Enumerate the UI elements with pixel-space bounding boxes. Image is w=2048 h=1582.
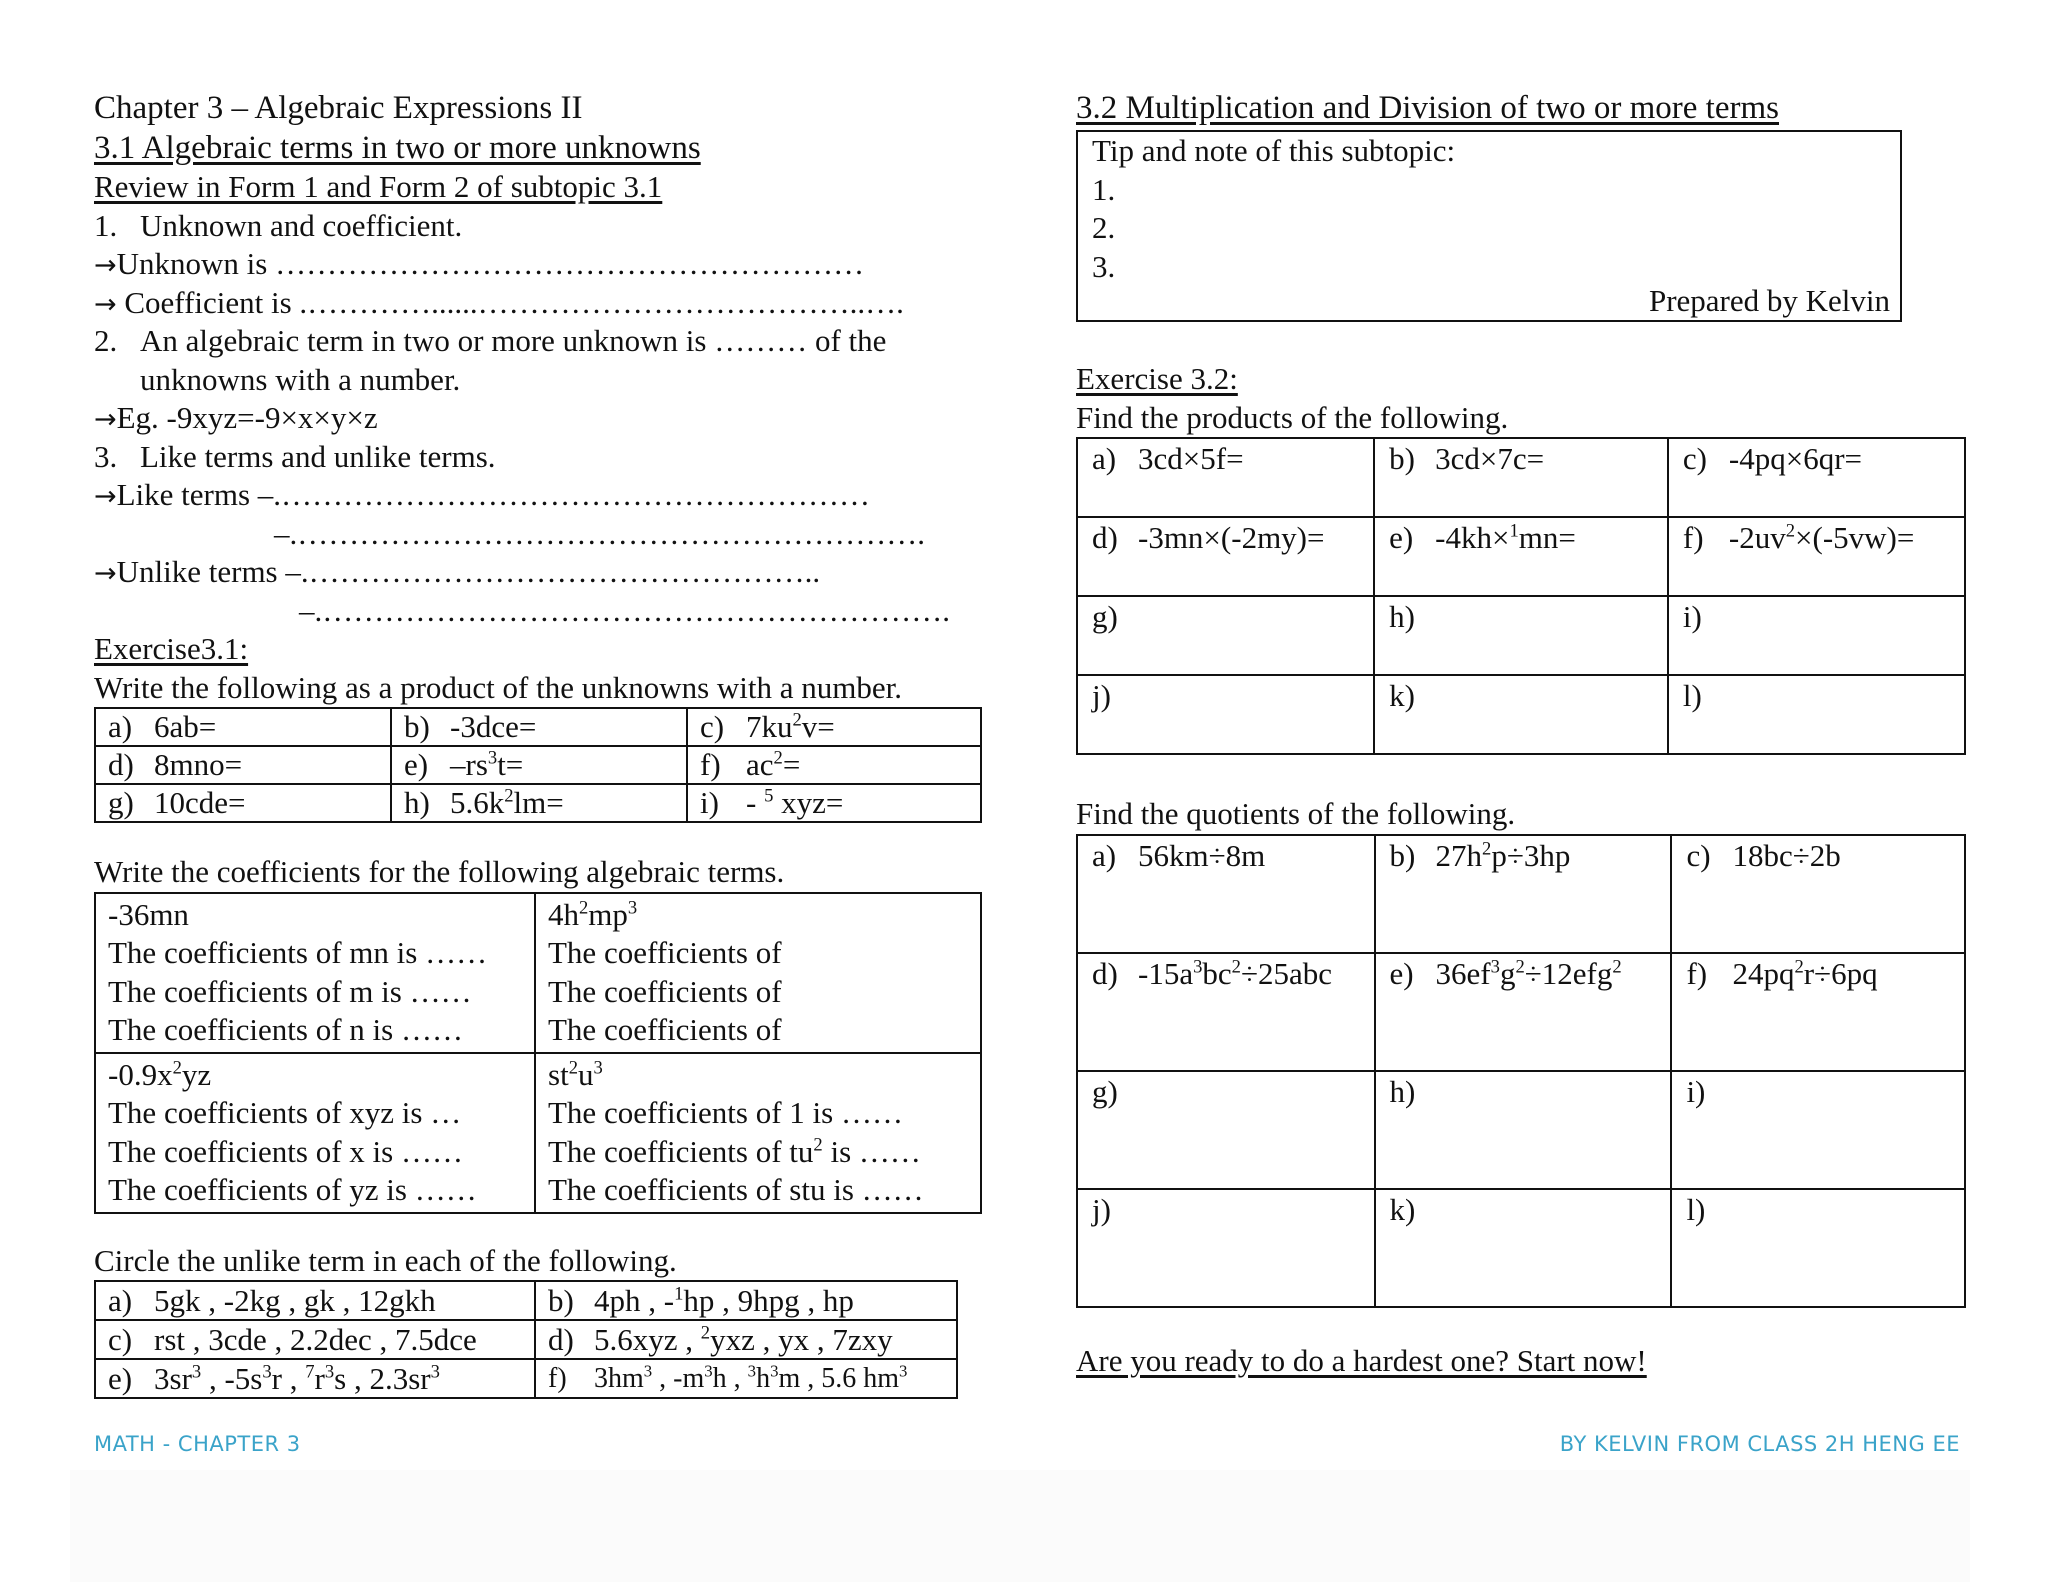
coefficient-definition-line: → Coefficient is .…………......………………………………..….	[94, 284, 904, 320]
table-cell: h)	[1375, 1071, 1672, 1189]
arrow-icon: →	[94, 404, 117, 435]
table-row	[95, 708, 981, 746]
exercise-3-1-instruction: Write the following as a product of the unknowns with a number.	[94, 669, 903, 705]
products-instruction: Find the products of the following.	[1076, 399, 1509, 435]
footer-left: MATH - CHAPTER 3	[94, 1432, 301, 1456]
table-row	[95, 784, 981, 822]
bottom-shade	[70, 1470, 1970, 1582]
table-row	[1077, 517, 1965, 596]
table-row	[95, 1320, 957, 1359]
list-number: 3.	[94, 438, 118, 474]
table-cell: l)	[1671, 1189, 1965, 1307]
table-cell: g)	[1077, 1071, 1375, 1189]
table-cell: $4h^2mp^3$ The coefficients of The coefficients of The coefficients of	[535, 893, 981, 1053]
table-row	[1077, 596, 1965, 675]
table-cell: g) 10cde=	[95, 784, 391, 822]
table-row	[1077, 1071, 1965, 1189]
table-row	[95, 1053, 981, 1213]
section-title-3-2: 3.2 Multiplication and Division of two or more terms	[1076, 90, 1779, 126]
table-row	[95, 746, 981, 784]
table-cell: f) $24pq^2r\div 6pq$	[1671, 953, 1965, 1071]
arrow-icon: →	[94, 481, 117, 512]
table-cell: f) $-2uv^2\times(-5vw)=$	[1668, 517, 1965, 596]
table-cell: d) $-15a^3bc^2\div 25abc$	[1077, 953, 1375, 1071]
table-cell: j)	[1077, 675, 1374, 754]
table-row	[1077, 675, 1965, 754]
circle-instruction: Circle the unlike term in each of the following.	[94, 1242, 677, 1278]
exercise-3-2-title: Exercise 3.2:	[1076, 361, 1238, 396]
table-cell: -36mn The coefficients of mn is …… The coefficients of m is …… The coefficients of n is ……	[95, 893, 535, 1053]
table-cell: c) 18bc÷2b	[1671, 835, 1965, 953]
section-title-3-1: 3.1 Algebraic terms in two or more unknowns	[94, 130, 701, 166]
table-row	[1077, 953, 1965, 1071]
arrow-icon: →	[94, 250, 117, 281]
table-cell: a) 56km÷8m	[1077, 835, 1375, 953]
table-row	[1077, 438, 1965, 517]
table-cell: c) -4pq×6qr=	[1668, 438, 1965, 517]
like-terms-line: →Like terms –.…………………………………………………	[94, 477, 871, 512]
table-cell: d) -3mn×(-2my)=	[1077, 517, 1374, 596]
table-cell: $-0.9x^2yz$ The coefficients of xyz is … The coefficients of x is …… The coefficients of yz is ……	[95, 1053, 535, 1213]
list-item-3: 3. Like terms and unlike terms.	[94, 438, 994, 477]
table-cell: b) $27h^2p\div 3hp$	[1375, 835, 1672, 953]
table-cell: l)	[1668, 675, 1965, 754]
products-table	[1076, 437, 1966, 755]
table-cell: i)	[1668, 596, 1965, 675]
list-number: 2.	[94, 323, 118, 358]
list-number: 1.	[94, 207, 118, 243]
exercise-3-1-title: Exercise3.1:	[94, 631, 249, 666]
table-row	[1077, 1189, 1965, 1307]
right-column	[1076, 88, 1976, 1380]
chapter-title: Chapter 3 – Algebraic Expressions II	[94, 90, 583, 126]
coefficients-table	[94, 892, 982, 1214]
table-cell: a) 5gk , -2kg , gk , 12gkh	[95, 1281, 535, 1320]
table-cell: i)	[1671, 1071, 1965, 1189]
table-cell: c) rst , 3cde , 2.2dec , 7.5dce	[95, 1320, 535, 1359]
table-cell: a) 6ab=	[95, 708, 391, 746]
table-cell: d) 5.6xyz , $^2$yxz , yx , 7zxy	[535, 1320, 957, 1359]
table-cell: $st^2u^3$ The coefficients of 1 is …… The coefficients of $tu^2$ is …… The coefficients of stu is ……	[535, 1053, 981, 1213]
table-cell: e) -4kh×$^1$mn=	[1374, 517, 1668, 596]
table-cell: e) $-rs^3t=$	[391, 746, 687, 784]
list-item-2-continued: unknowns with a number.	[140, 361, 461, 397]
like-terms-line-2: –.…………………………………………………….	[274, 515, 925, 551]
table-cell: b) -3dce=	[391, 708, 687, 746]
table-cell: h) $5.6k^2lm=$	[391, 784, 687, 822]
table-cell: b) 4ph , -$^1$hp , 9hpg , hp	[535, 1281, 957, 1320]
table-cell: a) 3cd×5f=	[1077, 438, 1374, 517]
exercise-3-1-table	[94, 707, 982, 823]
table-cell: e) $36ef^3g^2\div 12efg^2$	[1375, 953, 1672, 1071]
table-cell: h)	[1374, 596, 1668, 675]
table-row	[95, 1359, 957, 1398]
table-cell: f) $3hm^3$ , $-m^3h$ , $^3h^3m$ , 5.6 $hm^3$	[535, 1359, 957, 1398]
quotients-table	[1076, 834, 1966, 1308]
arrow-icon: →	[94, 558, 117, 589]
circle-table	[94, 1280, 958, 1399]
table-cell: k)	[1374, 675, 1668, 754]
footer-right: BY KELVIN FROM CLASS 2H HENG EE	[1559, 1432, 1960, 1456]
tip-box	[1076, 130, 1902, 322]
table-row	[1077, 835, 1965, 953]
unknown-definition-line: →Unknown is …………………………………………………	[94, 246, 865, 281]
unlike-terms-line-2: –.…………………………………………………….	[299, 592, 950, 628]
table-row	[95, 893, 981, 1053]
table-cell: k)	[1375, 1189, 1672, 1307]
list-item-2: 2. An algebraic term in two or more unknown is ……… of the	[94, 322, 994, 361]
example-line: →Eg. -9xyz=-9×x×y×z	[94, 400, 378, 435]
tip-item: 3.	[1092, 248, 1116, 284]
arrow-icon: →	[94, 288, 117, 320]
table-cell: b) 3cd×7c=	[1374, 438, 1668, 517]
prepared-by: Prepared by Kelvin	[1648, 282, 1890, 318]
tip-item: 1.	[1092, 171, 1116, 207]
table-cell: j)	[1077, 1189, 1375, 1307]
table-cell: d) 8mno=	[95, 746, 391, 784]
tip-item: 2.	[1092, 210, 1116, 245]
table-cell: g)	[1077, 596, 1374, 675]
tip-title: Tip and note of this subtopic:	[1092, 133, 1456, 168]
coefficients-instruction: Write the coefficients for the following algebraic terms.	[94, 854, 785, 889]
review-title: Review in Form 1 and Form 2 of subtopic 3.1	[94, 169, 663, 204]
left-column	[94, 88, 994, 1399]
table-cell: c) $7ku^2v=$	[687, 708, 981, 746]
unlike-terms-line: →Unlike terms –.…………………………………………..	[94, 554, 821, 589]
ready-line: Are you ready to do a hardest one? Start now!	[1076, 1342, 1647, 1378]
table-cell: f) $ac^2=$	[687, 746, 981, 784]
table-cell: e) $3sr^3$ , $-5s^3r$ , $^7r^3s$ , $2.3sr^3$	[95, 1359, 535, 1398]
list-item-1: 1. Unknown and coefficient.	[94, 207, 994, 246]
table-row	[95, 1281, 957, 1320]
quotients-instruction: Find the quotients of the following.	[1076, 796, 1516, 831]
table-cell: i) - $^5$ xyz=	[687, 784, 981, 822]
